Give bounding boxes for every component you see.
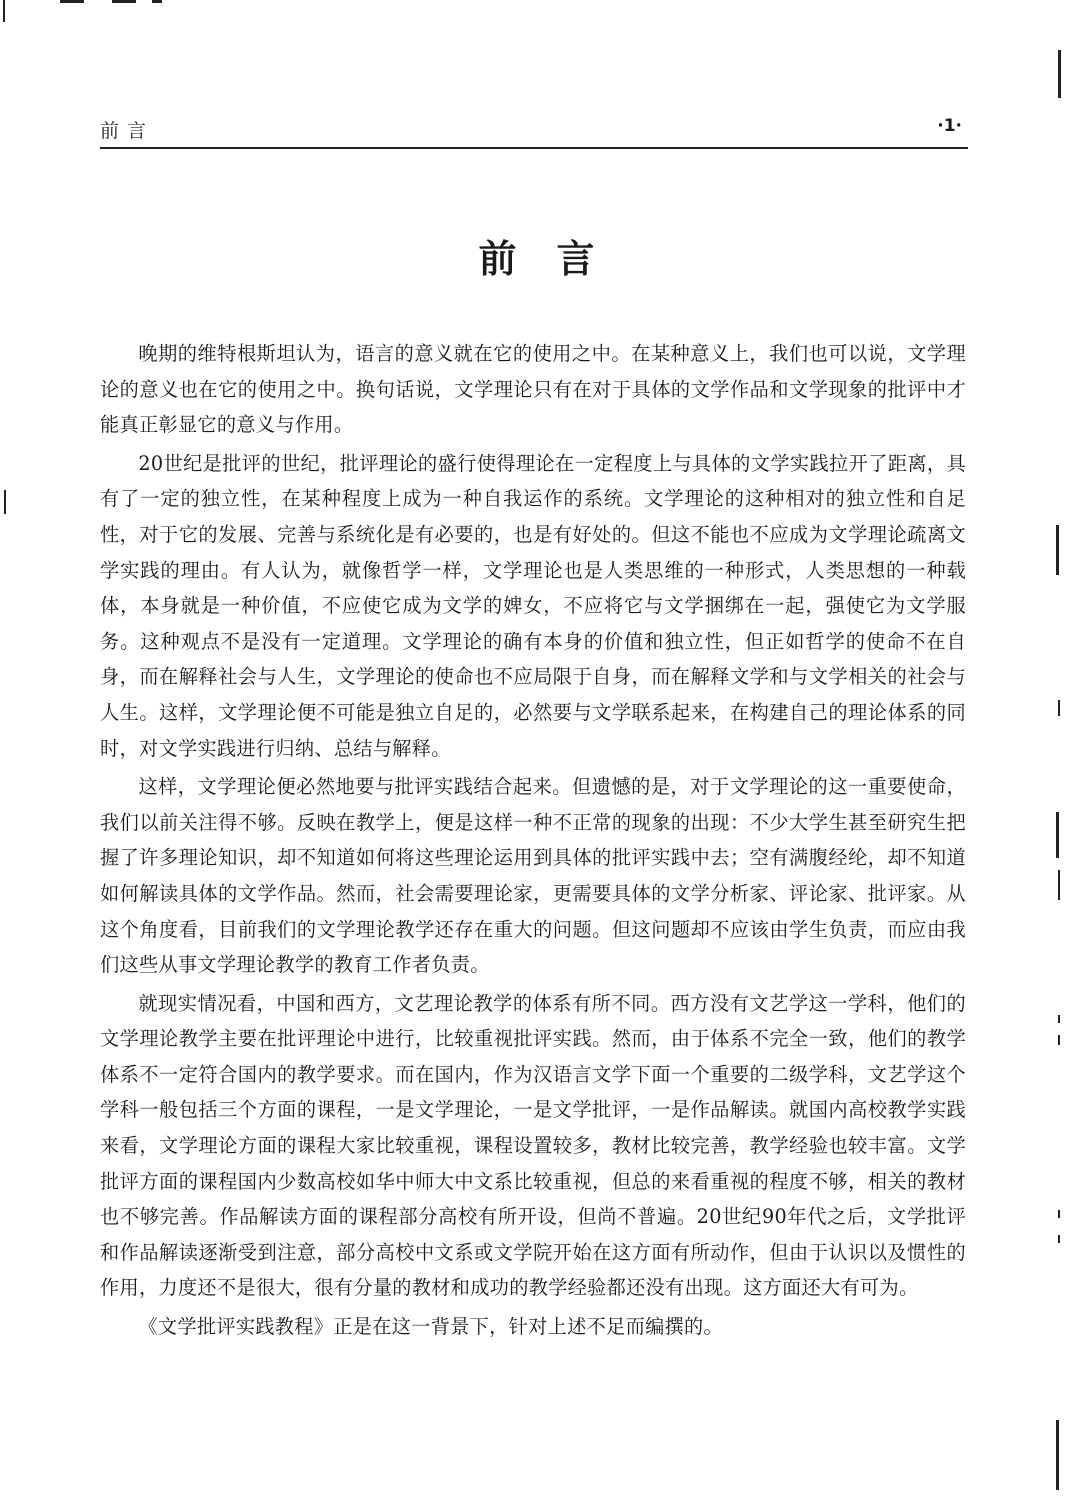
paragraph: 《文学批评实践教程》正是在这一背景下，针对上述不足而编撰的。 (138, 1315, 724, 1339)
scan-mark (1056, 812, 1059, 858)
scan-mark (1056, 525, 1059, 575)
paragraph: 晚期的维特根斯坦认为，语言的意义就在它的使用之中。在某种意义上，我们也可以说，文学理论的意义也在它的使用之中。换句话说，文学理论只有在对于具体的文学作品和文学现象的批评中才能真正彰显它的意义与作用。 (100, 342, 966, 437)
scan-mark (1058, 1035, 1060, 1045)
scan-mark (1056, 1420, 1059, 1490)
paragraph: 20世纪是批评的世纪，批评理论的盛行使得理论在一定程度上与具体的文学实践拉开了距离，具有了一定的独立性，在某种程度上成为一种自我运作的系统。文学理论的这种相对的独立性和自足性，对于它的发展、完善与系统化是有必要的，也是有好处的。但这不能也不应成为文学理论疏离文学实践的理由。有人认为，就像哲学一样，文学理论也是人类思维的一种形式，人类思想的一种载体，本身就是一种价值，不应使它成为文学的婢女，不应将它与文学捆绑在一起，强使它为文学服务。这种观点不是没有一定道理。文学理论的确有本身的价值和独立性，但正如哲学的使命不在自身，而在解释社会与人生，文学理论的使命也不应局限于自身，而在解释文学和与文学相关的社会与人生。这样，文学理论便不可能是独立自足的，必然要与文学联系起来，在构建自己的理论体系的同时，对文学实践进行归纳、总结与解释。 (100, 451, 966, 760)
paragraph: 就现实情况看，中国和西方，文艺理论教学的体系有所不同。西方没有文艺学这一学科，他们的文学理论教学主要在批评理论中进行，比较重视批评实践。然而，由于体系不完全一致，他们的教学体系不一定符合国内的教学要求。而在国内，作为汉语言文学下面一个重要的二级学科，文艺学这个学科一般包括三个方面的课程，一是文学理论，一是文学批评，一是作品解读。就国内高校教学实践来看，文学理论方面的课程大家比较重视，课程设置较多，教材比较完善，教学经验也较丰富。文学批评方面的课程国内少数高校如华中师大中文系比较重视，但总的来看重视的程度不够，相关的教材也不够完善。作品解读方面的课程部分高校有所开设，但尚不普遍。20世纪90年代之后，文学批评和作品解读逐渐受到注意，部分高校中文系或文学院开始在这方面有所动作，但由于认识以及惯性的作用，力度还不是很大，很有分量的教材和成功的教学经验都还没有出现。这方面还大有可为。 (100, 991, 966, 1300)
scan-mark (152, 0, 162, 3)
page-number: ·1· (937, 116, 962, 136)
scan-mark (1058, 870, 1060, 900)
running-head-chapter: 前言 (100, 120, 155, 142)
header-rule (100, 147, 968, 149)
scan-mark (1058, 1235, 1060, 1243)
scan-mark (1058, 1210, 1060, 1218)
scan-mark (1058, 700, 1060, 716)
scan-mark (3, 0, 5, 22)
scan-mark (4, 490, 6, 514)
running-head (100, 116, 970, 146)
scan-mark (1058, 1015, 1060, 1023)
scan-mark (1058, 50, 1061, 98)
scan-mark (60, 0, 84, 3)
scan-mark (112, 0, 136, 3)
body-text (100, 336, 966, 1345)
page-title: 前言 (478, 237, 635, 281)
paragraph: 这样，文学理论便必然地要与批评实践结合起来。但遗憾的是，对于文学理论的这一重要使命，我们以前关注得不够。反映在教学上，便是这样一种不正常的现象的出现：不少大学生甚至研究生把握了许多理论知识，却不知道如何将这些理论运用到具体的批评实践中去；空有满腹经纶，却不知道如何解读具体的文学作品。然而，社会需要理论家，更需要具体的文学分析家、评论家、批评家。从这个角度看，目前我们的文学理论教学还存在重大的问题。但这问题却不应该由学生负责，而应由我们这些从事文学理论教学的教育工作者负责。 (100, 775, 966, 977)
